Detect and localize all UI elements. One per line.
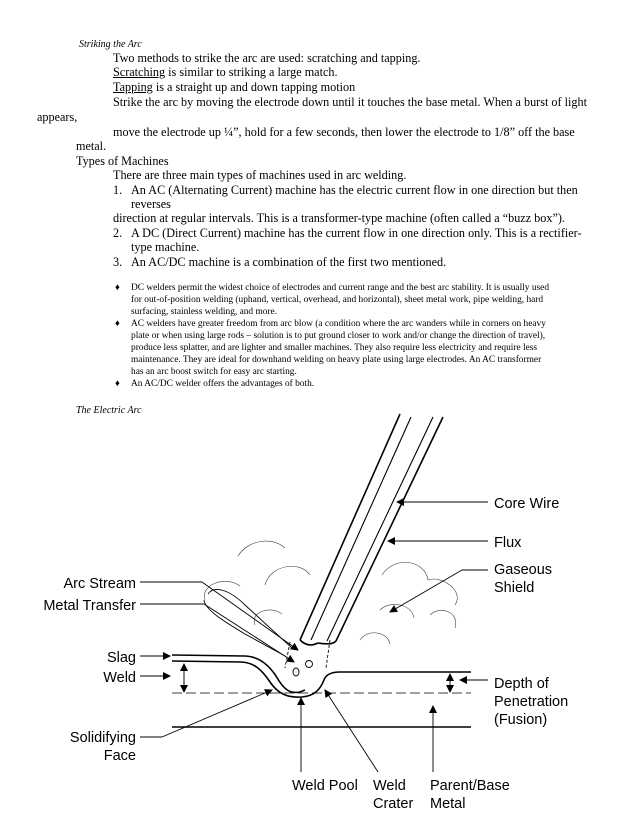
tapping-desc: is a straight up and down tapping motion: [155, 80, 356, 94]
scratching-desc: is similar to striking a large match.: [168, 65, 338, 79]
machine-3-line-1: An AC/DC machine is a combination of the first two mentioned.: [131, 255, 447, 269]
bullet-diamond-icon: ♦: [115, 319, 120, 329]
machine-num-2: 2.: [113, 226, 123, 240]
label-slag: Slag: [106, 650, 136, 666]
gaseous-shield-leader-b: [390, 570, 462, 612]
label-penetration: Penetration: [494, 694, 569, 710]
label-metal-transfer: Metal Transfer: [43, 598, 136, 614]
label-face: Face: [103, 748, 136, 764]
solidifying-face-leader-b: [162, 690, 272, 737]
label-flux: Flux: [494, 535, 522, 551]
label-fusion: (Fusion): [494, 712, 548, 728]
bullet-2-line-3: produce less splatter, and are lighter and smaller machines. They also require less electricity and require less: [131, 343, 538, 353]
label-weld-crater-2: Crater: [373, 796, 414, 812]
bullet-2-line-4: maintenance. They are ideal for downhand welding on heavy plate using large electrodes. An AC transformer: [131, 355, 542, 365]
machine-num-1: 1.: [113, 183, 123, 197]
bullet-1-line-2: for out-of-position welding (uphand, vertical, overhead, and horizontal), sheet metal work, pipe welding, hard: [131, 295, 544, 305]
bullet-1-line-1: DC welders permit the widest choice of electrodes and current range and the best arc stability. It is usually used: [131, 283, 550, 293]
term-tapping: Tapping: [113, 80, 153, 94]
section-heading-striking-the-arc: Striking the Arc: [79, 39, 142, 50]
label-depth-of: Depth of: [494, 676, 549, 692]
arc-stream: [204, 590, 330, 676]
label-solidifying: Solidifying: [69, 730, 136, 746]
section-heading-electric-arc: The Electric Arc: [76, 405, 142, 416]
term-scratching: Scratching: [113, 65, 166, 79]
machine-2-line-1: A DC (Direct Current) machine has the current flow in one direction only. This is a rectifier-: [131, 226, 582, 240]
label-core-wire: Core Wire: [494, 496, 560, 512]
bullet-diamond-icon: ♦: [115, 379, 120, 389]
types-intro: There are three main types of machines used in arc welding.: [113, 168, 407, 182]
base-metal: [172, 655, 471, 727]
label-arc-stream: Arc Stream: [63, 576, 136, 592]
label-gaseous: Gaseous: [494, 562, 553, 578]
label-metal: Metal: [430, 796, 466, 812]
label-parent-base: Parent/Base: [430, 778, 510, 794]
electrode: [300, 414, 443, 645]
leader-lines: [140, 502, 488, 772]
striking-line-5: appears,: [37, 110, 78, 124]
label-shield: Shield: [494, 580, 535, 596]
bullet-1-line-3: surfacing, stainless welding, and more.: [131, 307, 278, 317]
machine-1-line-1: An AC (Alternating Current) machine has the electric current flow in one direction but then: [131, 183, 578, 197]
machine-2-line-2: type machine.: [131, 240, 200, 254]
bullet-2-line-5: has an arc boost switch for easy arc starting.: [131, 367, 297, 377]
striking-line-4: Strike the arc by moving the electrode down until it touches the base metal. When a burst of light: [113, 95, 587, 109]
label-weld: Weld: [103, 670, 136, 686]
machine-1-line-2: reverses: [131, 197, 171, 211]
striking-line-6: move the electrode up ¼”, hold for a few seconds, then lower the electrode to 1/8” off the base: [113, 125, 575, 139]
striking-line-1: Two methods to strike the arc are used: scratching and tapping.: [113, 51, 421, 65]
weld-crater-leader: [325, 690, 378, 772]
machine-num-3: 3.: [113, 255, 123, 269]
bullet-3-line-1: An AC/DC welder offers the advantages of both.: [131, 379, 315, 389]
label-weld-crater-1: Weld: [373, 778, 406, 794]
striking-line-7: metal.: [76, 139, 107, 153]
bullet-2-line-2: plate or when using large rods – solution is to put ground closer to work and/or change the direction of travel),: [131, 331, 546, 341]
machine-1-line-3: direction at regular intervals. This is a transformer-type machine (often called a “buzz box”).: [113, 211, 565, 225]
label-weld-pool: Weld Pool: [292, 778, 358, 794]
dimension-arrows: [184, 664, 450, 692]
types-of-machines-heading: Types of Machines: [76, 154, 169, 168]
bullet-diamond-icon: ♦: [115, 283, 120, 293]
bullet-2-line-1: AC welders have greater freedom from arc blow (a condition where the arc wanders while in corners on heavy: [131, 319, 546, 329]
